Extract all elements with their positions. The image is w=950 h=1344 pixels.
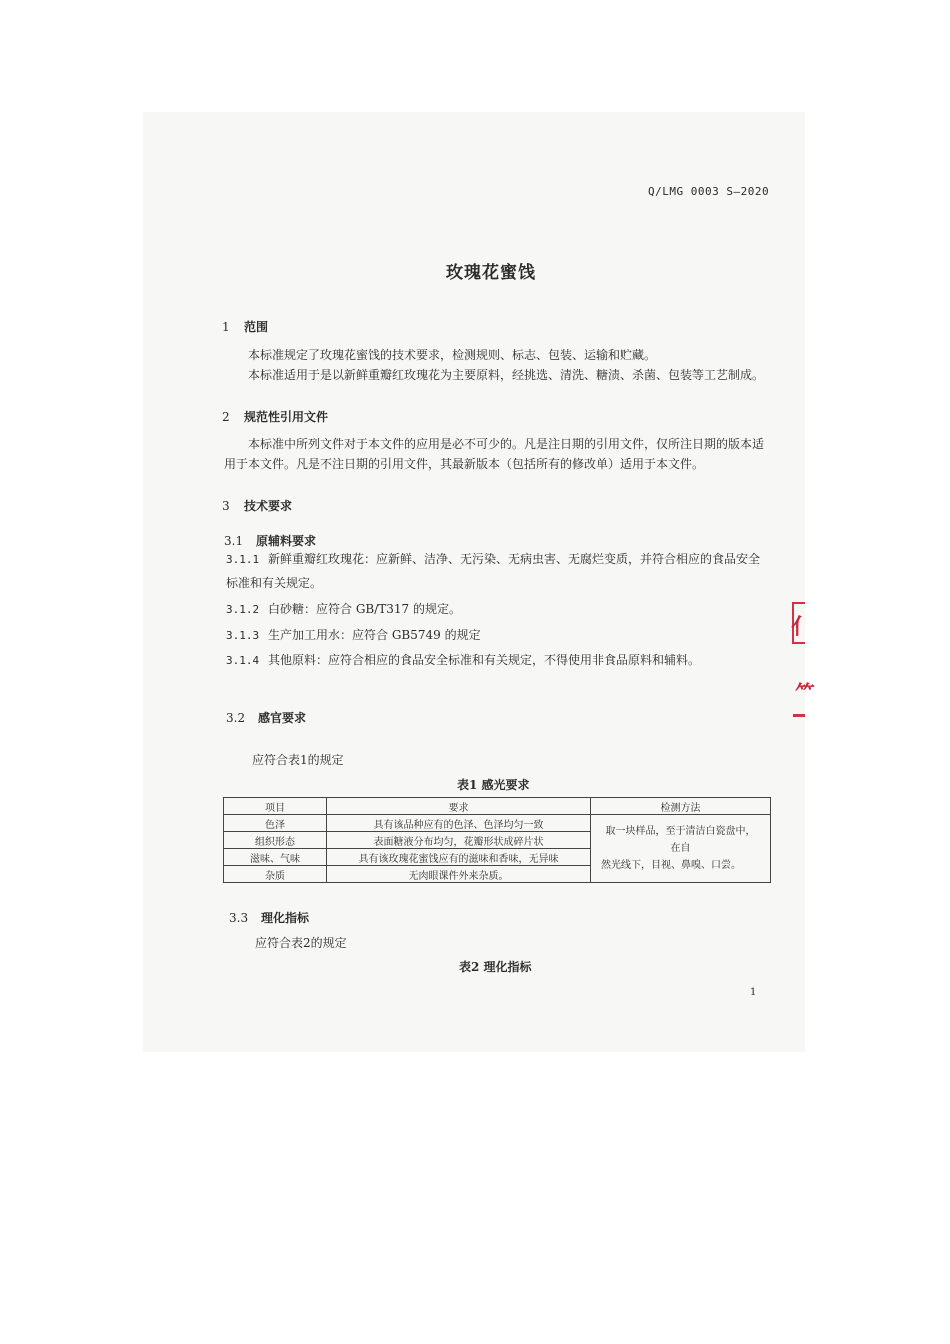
section-title: 规范性引用文件	[244, 410, 329, 424]
section-number: 3.3	[229, 911, 249, 925]
table-2-caption: 表2 理化指标	[459, 960, 532, 974]
section-1-heading	[222, 318, 268, 335]
paragraph: 本标准适用于是以新鲜重瓣红玫瑰花为主要原料，经挑选、清洗、糖渍、杀菌、包装等工艺制成。	[248, 368, 765, 382]
clause-number: 3.1.4	[226, 654, 260, 667]
section-2-heading	[222, 408, 328, 425]
section-3-heading	[222, 497, 292, 514]
section-number: 1	[222, 320, 230, 334]
clause-3-1-2	[226, 601, 461, 618]
requirement-cell: 表面糖液分布均匀，花瓣形状成碎片状	[327, 832, 591, 849]
item-cell: 滋味、气味	[224, 849, 327, 866]
table-row	[224, 815, 771, 832]
sensory-requirements-table	[223, 797, 771, 883]
item-cell: 组织形态	[224, 832, 327, 849]
clause-text: 新鲜重瓣红玫瑰花：应新鲜、洁净、无污染、无病虫害、无腐烂变质，并符合相应的食品安全	[268, 552, 761, 566]
table-reference-note: 应符合表2的规定	[255, 936, 347, 950]
column-header: 项目	[224, 798, 327, 815]
table-reference-note: 应符合表1的规定	[252, 753, 344, 767]
method-line: 然光线下，目视、鼻嗅、口尝。	[601, 860, 741, 871]
paragraph: 本标准规定了玫瑰花蜜饯的技术要求，检测规则、标志、包装、运输和贮藏。	[248, 348, 657, 362]
page-number: 1	[750, 987, 757, 998]
requirement-cell: 无肉眼课件外来杂质。	[327, 866, 591, 883]
clause-number: 3.1.2	[226, 603, 260, 616]
document-title: 玫瑰花蜜饯	[446, 263, 536, 283]
section-number: 3	[222, 499, 230, 513]
paragraph: 用于本文件。凡是不注日期的引用文件，其最新版本（包括所有的修改单）适用于本文件。	[224, 457, 705, 471]
table-1-caption: 表1 感光要求	[457, 778, 530, 792]
item-cell: 色泽	[224, 815, 327, 832]
clause-number: 3.1.3	[226, 629, 260, 642]
column-header: 检测方法	[591, 798, 771, 815]
requirement-cell: 具有该玫瑰花蜜饯应有的滋味和香味，无异味	[327, 849, 591, 866]
method-line: 取一块样品，至于清洁白瓷盘中，在自	[605, 826, 756, 854]
section-title: 范围	[244, 320, 269, 334]
clause-text: 其他原料：应符合相应的食品安全标准和有关规定，不得使用非食品原料和辅料。	[268, 653, 701, 667]
clause-text: 生产加工用水：应符合 GB5749 的规定	[268, 628, 481, 642]
clause-3-1-1	[226, 551, 760, 568]
section-title: 原辅料要求	[256, 534, 317, 548]
requirement-cell: 具有该品种应有的色泽、色泽均匀一致	[327, 815, 591, 832]
clause-number: 3.1.1	[226, 553, 260, 566]
section-title: 感官要求	[258, 711, 307, 725]
red-seal-stamp: ⺅ ⺮	[789, 602, 805, 720]
section-title: 技术要求	[244, 499, 293, 513]
clause-text: 白砂糖：应符合 GB/T317 的规定。	[268, 602, 461, 616]
test-method-cell	[591, 815, 771, 883]
section-number: 3.2	[226, 711, 246, 725]
section-title: 理化指标	[261, 911, 310, 925]
column-header: 要求	[327, 798, 591, 815]
paragraph: 本标准中所列文件对于本文件的应用是必不可少的。凡是注日期的引用文件，仅所注日期的版本适	[248, 437, 765, 451]
section-3-2-heading	[226, 709, 306, 726]
section-number: 3.1	[224, 534, 244, 548]
section-3-1-heading	[224, 532, 316, 549]
clause-3-1-3	[226, 627, 481, 644]
clause-3-1-4	[226, 652, 700, 669]
item-cell: 杂质	[224, 866, 327, 883]
standard-code: Q/LMG 0003 S—2020	[648, 185, 770, 198]
section-3-3-heading	[229, 909, 309, 926]
clause-continuation: 标准和有关规定。	[226, 576, 323, 590]
section-number: 2	[222, 410, 230, 424]
table-header-row	[224, 798, 771, 815]
